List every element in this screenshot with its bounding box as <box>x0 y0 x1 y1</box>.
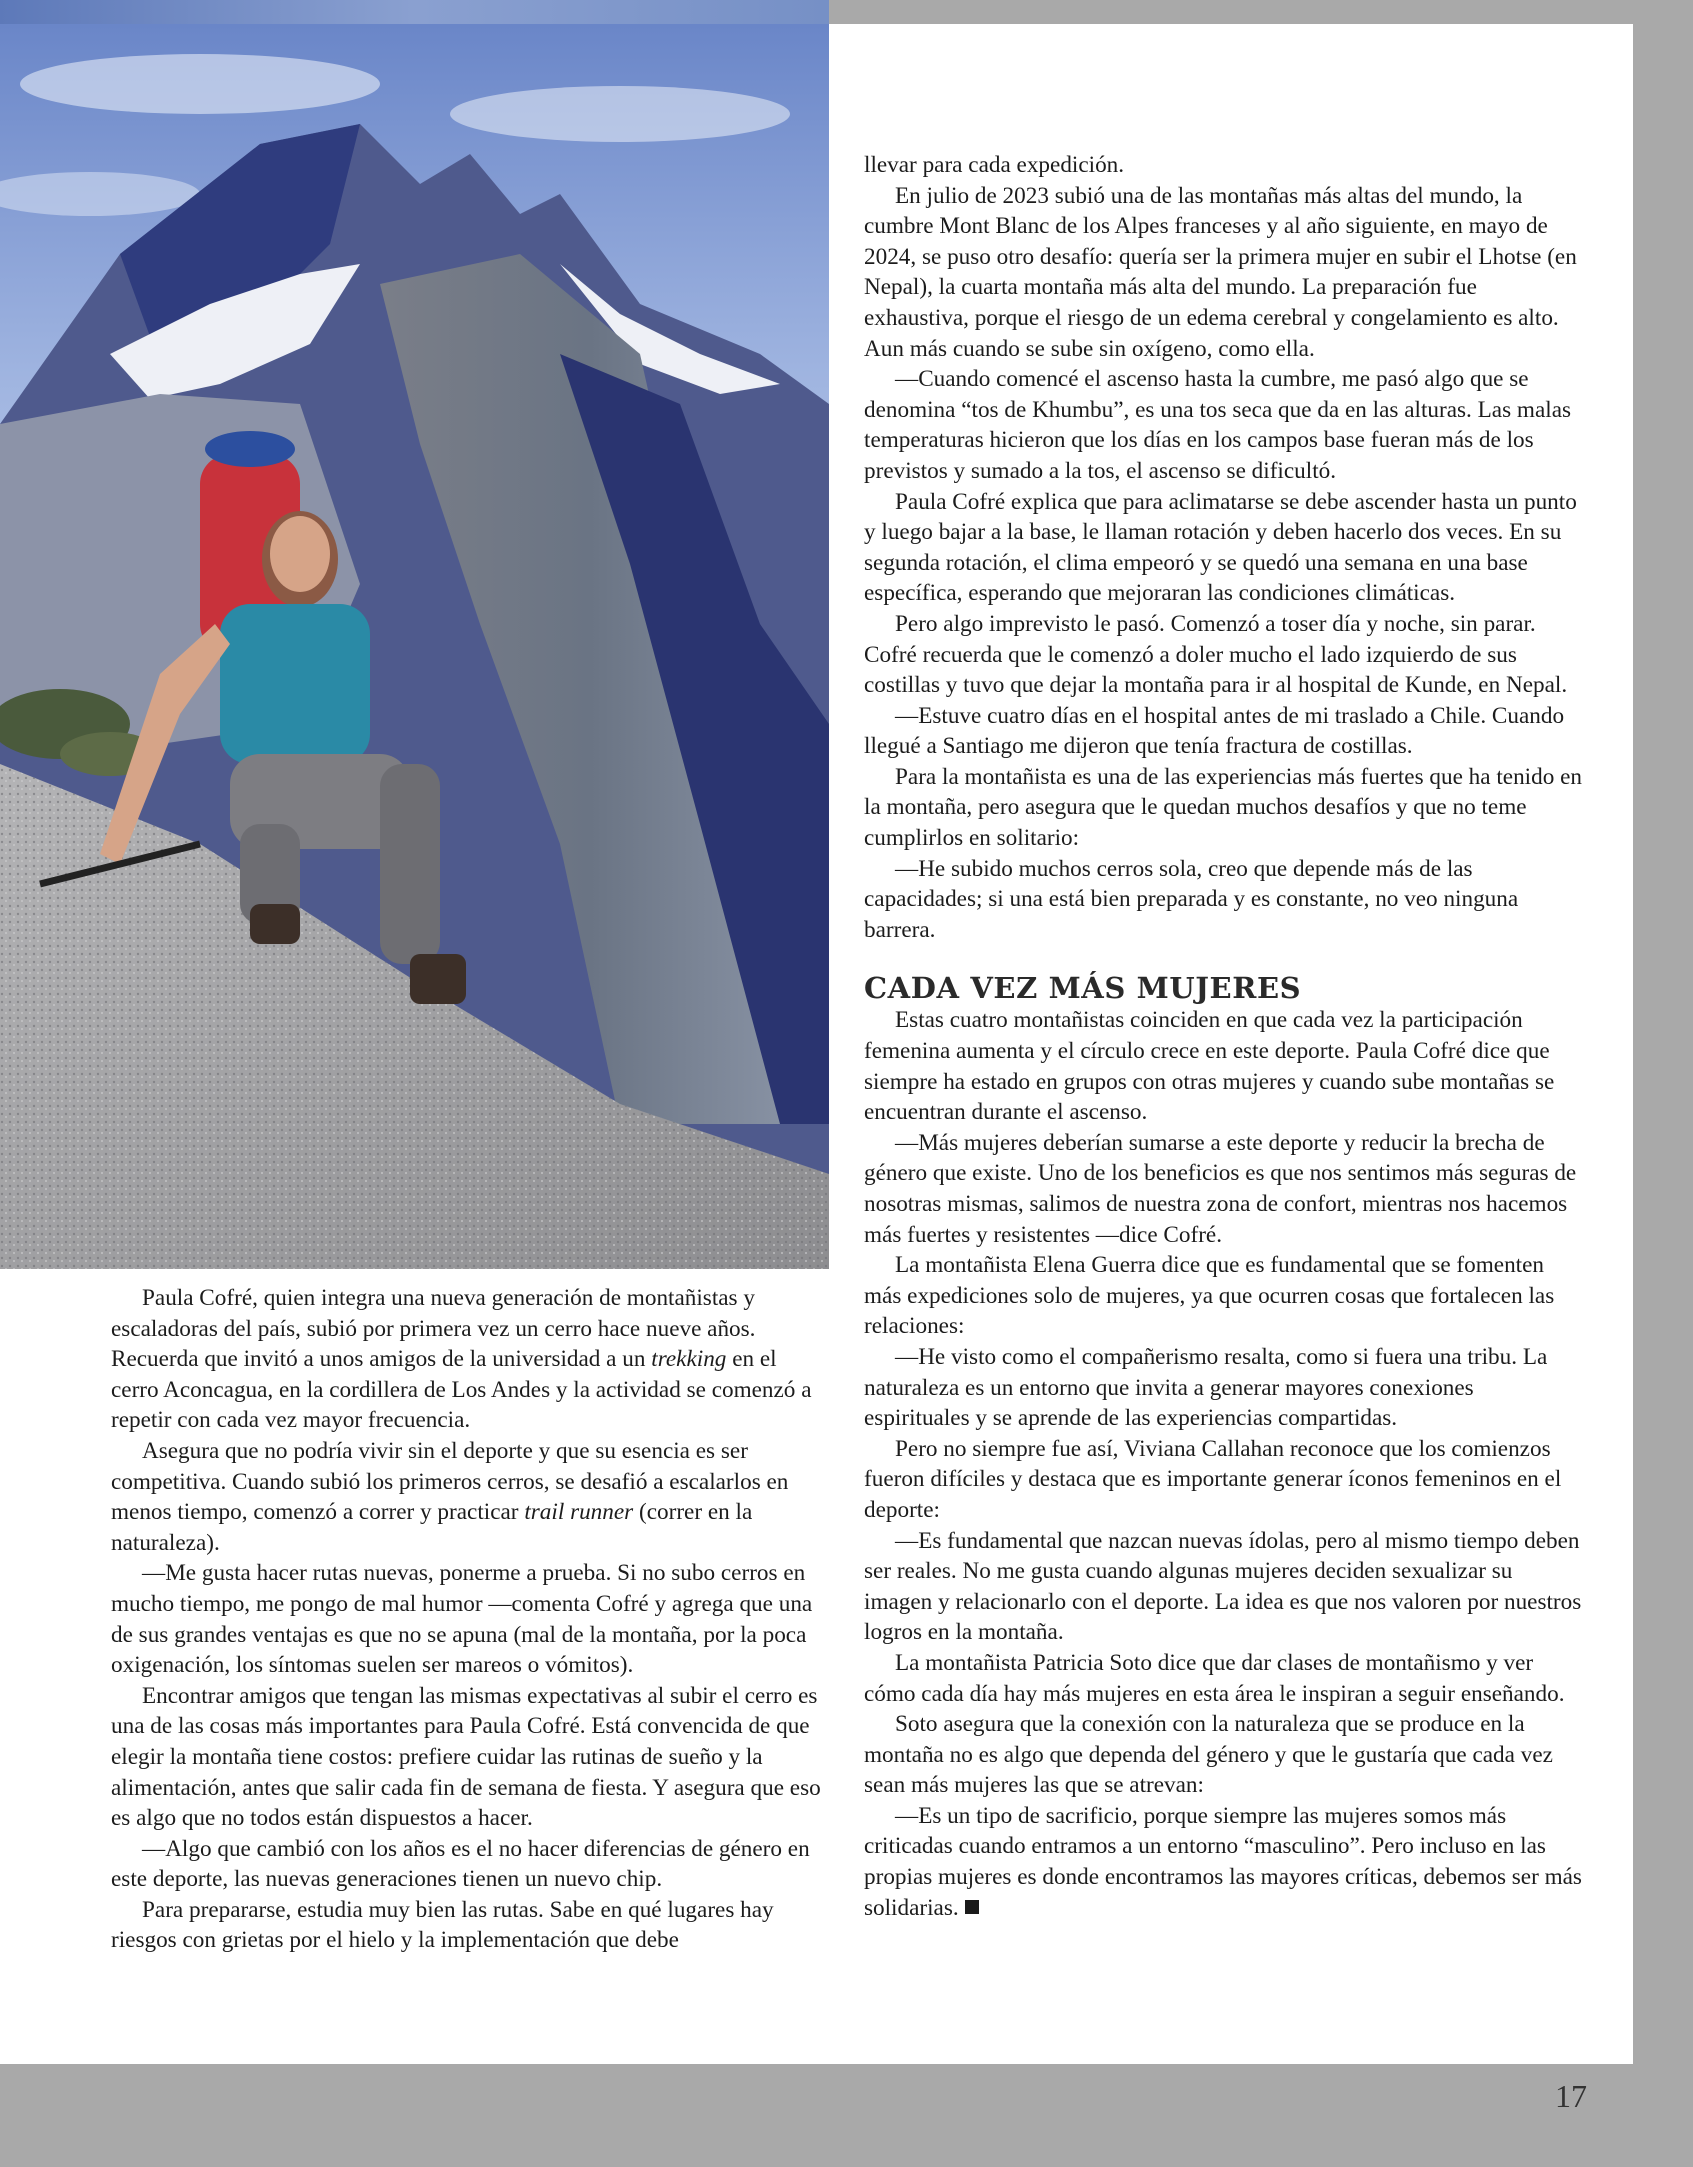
right-paragraph-2: En julio de 2023 subió una de las montañas más altas del mundo, la cumbre Mont Blanc de los Alpes franceses y al año siguiente, en mayo de 2024, se puso otro desafío: quería ser la primera mujer en subir el Lhotse (en Nepal), la cuarta montaña más alta del mundo. La preparación fue exhaustiva, porque el riesgo de un edema cerebral y congelamiento es alto. Aun más cuando se sube sin oxígeno, como ella. <box>864 182 1577 362</box>
right-paragraph-6: —Estuve cuatro días en el hospital antes de mi traslado a Chile. Cuando llegué a Santiago me dijeron que tenía fractura de costillas. <box>864 702 1565 760</box>
section-heading: CADA VEZ MÁS MUJERES <box>864 971 1302 1006</box>
page-number: 17 <box>1555 2078 1587 2114</box>
right-paragraph-7: Para la montañista es una de las experiencias más fuertes que ha tenido en la montaña, pero asegura que le quedan muchos desafíos y que no teme cumplirlos en solitario: <box>864 763 1582 852</box>
right-paragraph-5: Pero algo imprevisto le pasó. Comenzó a toser día y noche, sin parar. Cofré recuerda que le comenzó a doler mucho el lado izquierdo de sus costillas y tuvo que dejar la montaña para ir al hospital de Kunde, en Nepal. <box>864 610 1568 699</box>
left-paragraph-1: Paula Cofré, quien integra una nueva generación de montañistas y escaladoras del país, subió por primera vez un cerro hace nueve años. Recuerda que invitó a unos amigos de la universidad a un trekking en el cerro Aconcagua, en la cordillera de Los Andes y la actividad se comenzó a repetir con cada vez mayor frecuencia. <box>111 1285 812 1434</box>
left-paragraph-2: Asegura que no podría vivir sin el deporte y que su esencia es ser competitiva. Cuando subió los primeros cerros, se desafió a escalarlos en menos tiempo, comenzó a correr y practicar trail runner (correr en la naturaleza). <box>111 1437 789 1556</box>
photo-top-strip <box>0 0 829 24</box>
right-paragraph-16: Soto asegura que la conexión con la naturaleza que se produce en la montaña no es algo que dependa del género y que le gustaría que cada vez sean más mujeres las que se atrevan: <box>864 1711 1553 1799</box>
right-paragraph-9: Estas cuatro montañistas coinciden en que cada vez la participación femenina aumenta y el círculo crece en este deporte. Paula Cofré dice que siempre ha estado en grupos con otras mujeres y cuando sube montañas se encuentran durante el ascenso. <box>864 1007 1555 1126</box>
mountaineer-photo <box>0 24 829 1269</box>
left-paragraph-5: —Algo que cambió con los años es el no hacer diferencias de género en este deporte, las nuevas generaciones tienen un nuevo chip. <box>111 1835 810 1893</box>
right-paragraph-12: —He visto como el compañerismo resalta, como si fuera una tribu. La naturaleza es un entorno que invita a generar mayores conexiones espirituales y se aprende de las experiencias compartidas. <box>864 1343 1548 1432</box>
magazine-page <box>0 24 1633 2064</box>
trekking-term: trekking <box>651 1346 727 1373</box>
right-paragraph-13: Pero no siempre fue así, Viviana Callahan reconoce que los comienzos fueron difíciles y destaca que es importante generar íconos femeninos en el deporte: <box>864 1435 1562 1523</box>
right-paragraph-15: La montañista Patricia Soto dice que dar clases de montañismo y ver cómo cada día hay más mujeres en esta área le inspiran a seguir enseñando. <box>864 1649 1565 1707</box>
right-paragraph-4: Paula Cofré explica que para aclimatarse se debe ascender hasta un punto y luego bajar a la base, le llaman rotación y deben hacerlo dos veces. En su segunda rotación, el clima empeoró y se quedó una semana en una base específica, esperando que mejoraran las condiciones climáticas. <box>864 488 1577 607</box>
left-paragraph-6: Para prepararse, estudia muy bien las rutas. Sabe en qué lugares hay riesgos con grietas por el hielo y la implementación que debe <box>111 1896 774 1954</box>
end-of-article-square-icon <box>965 1900 979 1914</box>
right-paragraph-10: —Más mujeres deberían sumarse a este deporte y reducir la brecha de género que existe. Uno de los beneficios es que nos sentimos más seguras de nosotras mismas, salimos de nuestra zona de confort, mientras nos hacemos más fuertes y resistentes —dice Cofré. <box>864 1129 1577 1248</box>
right-paragraph-1: llevar para cada expedición. <box>864 152 1125 178</box>
right-paragraph-8: —He subido muchos cerros sola, creo que depende más de las capacidades; si una está bien preparada y es constante, no veo ninguna barrera. <box>864 855 1519 943</box>
right-text-column <box>864 150 1582 1923</box>
left-paragraph-4: Encontrar amigos que tengan las mismas expectativas al subir el cerro es una de las cosas más importantes para Paula Cofré. Está convencida de que elegir la montaña tiene costos: prefiere cuidar las rutinas de sueño y la alimentación, antes que salir cada fin de semana de fiesta. Y asegura que eso es algo que no todos están dispuestos a hacer. <box>111 1682 821 1832</box>
right-paragraph-17: —Es un tipo de sacrificio, porque siempre las mujeres somos más criticadas cuando entramos a un entorno “masculino”. Pero incluso en las propias mujeres es donde encontramos las mayores críticas, debemos ser más solidarias. <box>864 1802 1582 1921</box>
right-paragraph-11: La montañista Elena Guerra dice que es fundamental que se fomenten más expediciones solo de mujeres, ya que ocurren cosas que fortalecen las relaciones: <box>864 1252 1555 1340</box>
right-paragraph-3: —Cuando comencé el ascenso hasta la cumbre, me pasó algo que se denomina “tos de Khumbu”, es una tos seca que da en las alturas. Las malas temperaturas hicieron que los días en los campos base fueran más de los previstos y sumado a la tos, el ascenso se dificultó. <box>864 366 1572 484</box>
left-text-column <box>111 1283 829 1956</box>
right-paragraph-14: —Es fundamental que nazcan nuevas ídolas, pero al mismo tiempo deben ser reales. No me gusta cuando algunas mujeres deciden sexualizar su imagen y relacionarlo con el deporte. La idea es que nos valoren por nuestros logros en la montaña. <box>864 1527 1582 1646</box>
trail-runner-term: trail runner <box>524 1499 634 1526</box>
left-paragraph-3: —Me gusta hacer rutas nuevas, ponerme a prueba. Si no subo cerros en mucho tiempo, me pongo de mal humor —comenta Cofré y agrega que una de sus grandes ventajas es que no se apuna (mal de la montaña, por la poca oxigenación, los síntomas suelen ser mareos o vómitos). <box>111 1560 813 1679</box>
